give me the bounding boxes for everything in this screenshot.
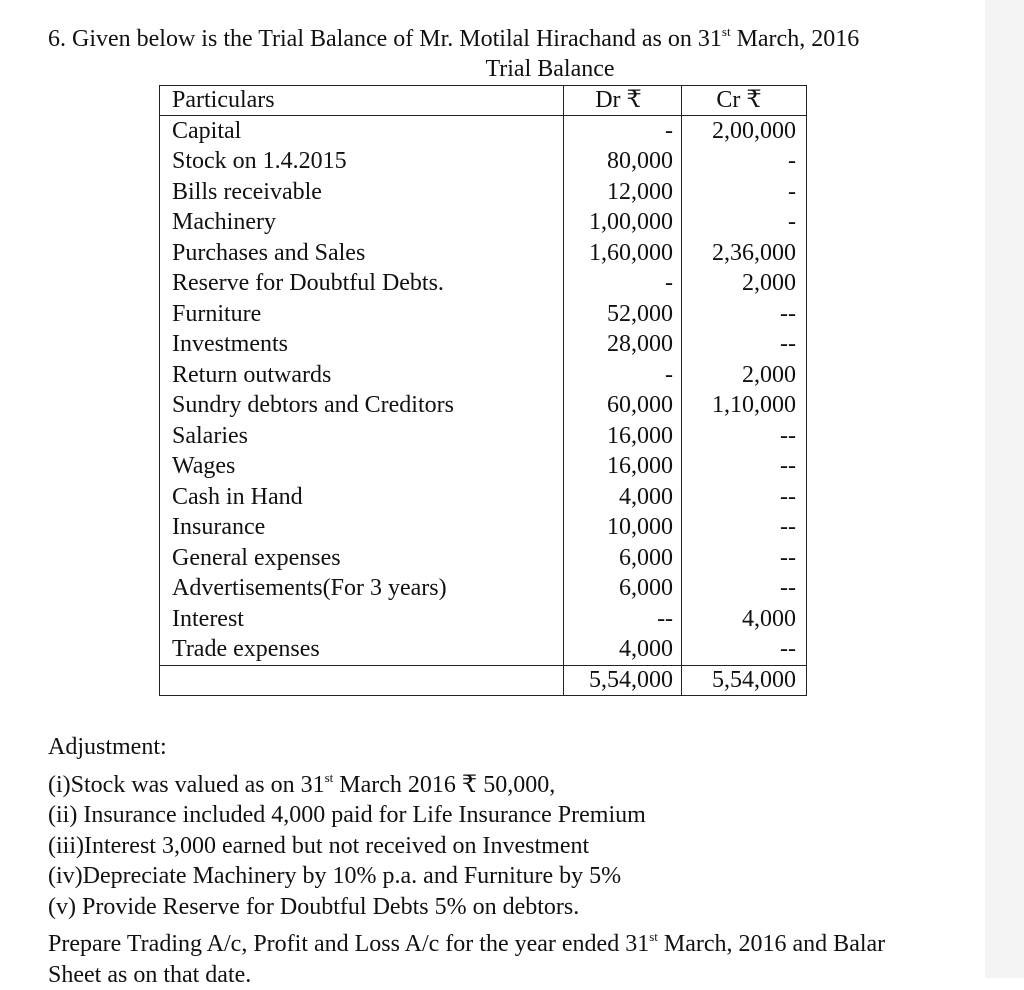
table-row	[160, 452, 807, 483]
total-particulars	[160, 666, 564, 696]
question-number: 6.	[48, 26, 66, 52]
cell-cr: --	[682, 421, 807, 452]
cell-dr: 16,000	[563, 452, 681, 483]
adjustment-item-3: (iii)Interest 3,000 earned but not received on Investment	[48, 831, 988, 862]
cell-particulars: Trade expenses	[160, 635, 564, 666]
cell-particulars: Return outwards	[160, 360, 564, 391]
adjustments-heading: Adjustment:	[48, 732, 988, 763]
question-text: Given below is the Trial Balance of Mr. Motilal Hirachand as on 31	[72, 26, 722, 52]
cell-cr: 2,000	[682, 360, 807, 391]
total-cr: 5,54,000	[682, 666, 807, 696]
cell-dr: 12,000	[563, 177, 681, 208]
question-superscript: st	[722, 24, 731, 39]
cell-particulars: Investments	[160, 330, 564, 361]
table-row	[160, 421, 807, 452]
table-row	[160, 269, 807, 300]
cell-dr: -	[563, 269, 681, 300]
prepare-superscript: st	[649, 929, 658, 944]
cell-dr: 1,00,000	[563, 208, 681, 239]
cell-particulars: Purchases and Sales	[160, 238, 564, 269]
cell-cr: --	[682, 543, 807, 574]
total-dr: 5,54,000	[563, 666, 681, 696]
cell-particulars: Salaries	[160, 421, 564, 452]
cell-cr: -	[682, 147, 807, 178]
cell-dr: 60,000	[563, 391, 681, 422]
adjustment-item-5: (v) Provide Reserve for Doubtful Debts 5% on debtors.	[48, 892, 988, 923]
total-row	[160, 666, 807, 696]
cell-dr: 52,000	[563, 299, 681, 330]
header-dr: Dr ₹	[563, 86, 681, 116]
cell-particulars: Sundry debtors and Creditors	[160, 391, 564, 422]
cell-cr: 2,36,000	[682, 238, 807, 269]
cell-particulars: Capital	[160, 116, 564, 147]
adjustments-section	[48, 732, 988, 990]
cell-particulars: Bills receivable	[160, 177, 564, 208]
table-row	[160, 574, 807, 605]
cell-dr: 4,000	[563, 482, 681, 513]
table-row	[160, 360, 807, 391]
adjustment-1-tail: March 2016 ₹ 50,000,	[333, 772, 555, 798]
cell-dr: 6,000	[563, 574, 681, 605]
cell-cr: --	[682, 330, 807, 361]
table-row	[160, 330, 807, 361]
cell-dr: 1,60,000	[563, 238, 681, 269]
table-row	[160, 177, 807, 208]
cell-dr: 80,000	[563, 147, 681, 178]
cell-dr: --	[563, 604, 681, 635]
cell-cr: 2,00,000	[682, 116, 807, 147]
cell-cr: --	[682, 635, 807, 666]
cell-particulars: Cash in Hand	[160, 482, 564, 513]
table-row	[160, 635, 807, 666]
prepare-instruction-line2: Sheet as on that date.	[48, 960, 988, 990]
cell-particulars: Advertisements(For 3 years)	[160, 574, 564, 605]
prepare-instruction	[48, 922, 988, 960]
table-row	[160, 391, 807, 422]
cell-dr: -	[563, 360, 681, 391]
cell-particulars: Stock on 1.4.2015	[160, 147, 564, 178]
header-cr: Cr ₹	[682, 86, 807, 116]
cell-particulars: Insurance	[160, 513, 564, 544]
table-row	[160, 238, 807, 269]
cell-dr: 28,000	[563, 330, 681, 361]
table-row	[160, 208, 807, 239]
cell-cr: 2,000	[682, 269, 807, 300]
cell-cr: 4,000	[682, 604, 807, 635]
cell-cr: --	[682, 513, 807, 544]
trial-balance-table	[159, 85, 807, 696]
page-edge-band	[985, 0, 1024, 978]
cell-dr: -	[563, 116, 681, 147]
cell-cr: 1,10,000	[682, 391, 807, 422]
table-row	[160, 299, 807, 330]
cell-cr: -	[682, 177, 807, 208]
question-line	[48, 24, 859, 53]
table-row	[160, 116, 807, 147]
table-row	[160, 147, 807, 178]
adjustment-1-text: (i)Stock was valued as on 31	[48, 772, 325, 798]
adjustment-item-4: (iv)Depreciate Machinery by 10% p.a. and Furniture by 5%	[48, 861, 988, 892]
cell-particulars: General expenses	[160, 543, 564, 574]
cell-particulars: Wages	[160, 452, 564, 483]
cell-dr: 10,000	[563, 513, 681, 544]
cell-cr: --	[682, 482, 807, 513]
cell-cr: --	[682, 299, 807, 330]
cell-particulars: Machinery	[160, 208, 564, 239]
header-particulars: Particulars	[160, 86, 564, 116]
table-row	[160, 604, 807, 635]
cell-cr: --	[682, 574, 807, 605]
cell-dr: 16,000	[563, 421, 681, 452]
adjustment-1-superscript: st	[325, 770, 334, 785]
cell-cr: -	[682, 208, 807, 239]
cell-dr: 6,000	[563, 543, 681, 574]
cell-particulars: Furniture	[160, 299, 564, 330]
cell-particulars: Interest	[160, 604, 564, 635]
cell-dr: 4,000	[563, 635, 681, 666]
adjustment-item-1	[48, 763, 988, 801]
prepare-tail: March, 2016 and Balar	[658, 931, 885, 957]
question-date: March, 2016	[731, 26, 860, 52]
table-header-row	[160, 86, 807, 116]
table-row	[160, 543, 807, 574]
adjustment-item-2: (ii) Insurance included 4,000 paid for Life Insurance Premium	[48, 800, 988, 831]
table-row	[160, 513, 807, 544]
prepare-text: Prepare Trading A/c, Profit and Loss A/c for the year ended 31	[48, 931, 649, 957]
table-title: Trial Balance	[400, 56, 700, 83]
cell-particulars: Reserve for Doubtful Debts.	[160, 269, 564, 300]
table-row	[160, 482, 807, 513]
cell-cr: --	[682, 452, 807, 483]
